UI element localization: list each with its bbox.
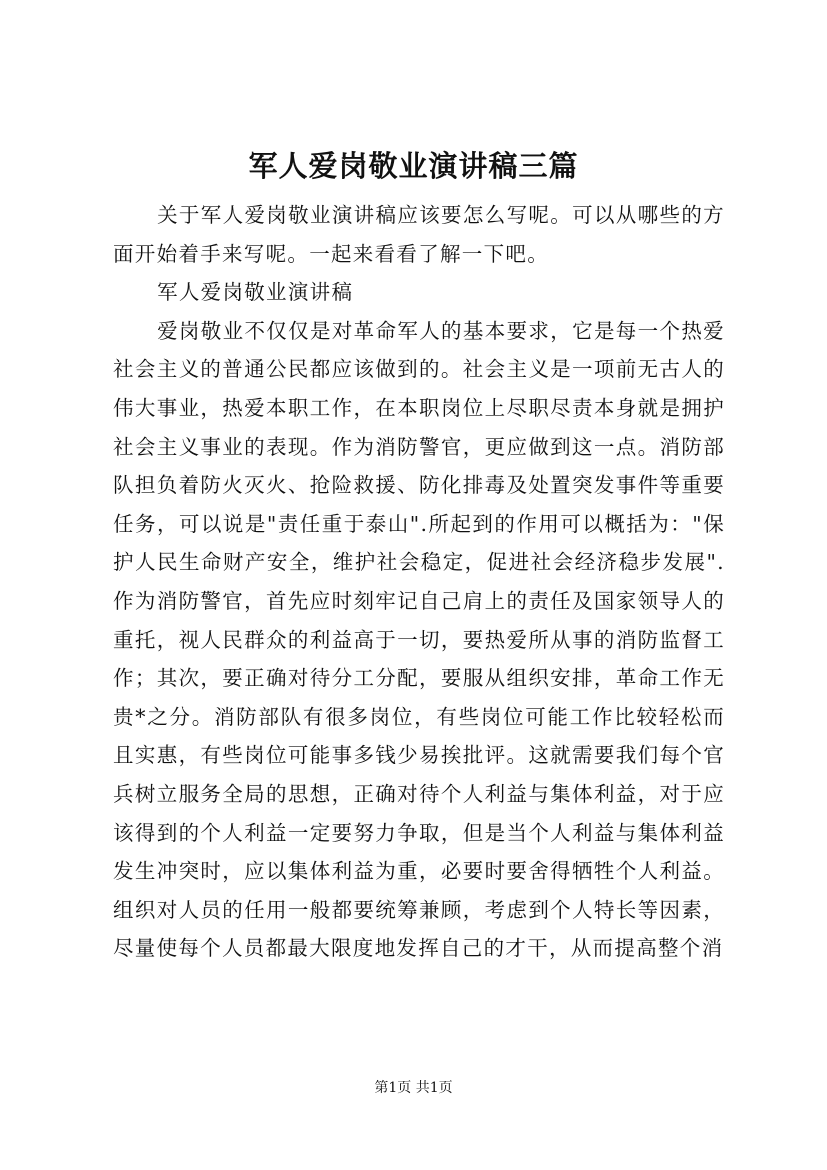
document-body: [113, 196, 725, 968]
page-number-footer: 第1页 共1页: [374, 1080, 453, 1096]
body-paragraph: 爱岗敬业不仅仅是对革命军人的基本要求，它是每一个热爱社会主义的普通公民都应该做到的。社会主义是一项前无古人的伟大事业，热爱本职工作，在本职岗位上尽职尽责本身就是拥护社会主义事业的表现。作为消防警官，更应做到这一点。消防部队担负着防火灭火、抢险救援、防化排毒及处置突发事件等重要任务，可以说是"责任重于泰山".所起到的作用可以概括为："保护人民生命财产安全，维护社会稳定，促进社会经济稳步发展".作为消防警官，首先应时刻牢记自己肩上的责任及国家领导人的重托，视人民群众的利益高于一切，要热爱所从事的消防监督工作；其次，要正确对待分工分配，要服从组织安排，革命工作无贵*之分。消防部队有很多岗位，有些岗位可能工作比较轻松而且实惠，有些岗位可能事多钱少易挨批评。这就需要我们每个官兵树立服务全局的思想，正确对待个人利益与集体利益，对于应该得到的个人利益一定要努力争取，但是当个人利益与集体利益发生冲突时，应以集体利益为重，必要时要舍得牺牲个人利益。组织对人员的任用一般都要统筹兼顾，考虑到个人特长等因素，尽量使每个人员都最大限度地发挥自己的才干，从而提高整个消: [113, 318, 725, 961]
intro-paragraph: 关于军人爱岗敬业演讲稿应该要怎么写呢。可以从哪些的方面开始着手来写呢。一起来看看了解一下吧。: [113, 203, 725, 266]
document-title: 军人爱岗敬业演讲稿三篇: [248, 149, 579, 183]
section-heading: 军人爱岗敬业演讲稿: [157, 280, 354, 305]
